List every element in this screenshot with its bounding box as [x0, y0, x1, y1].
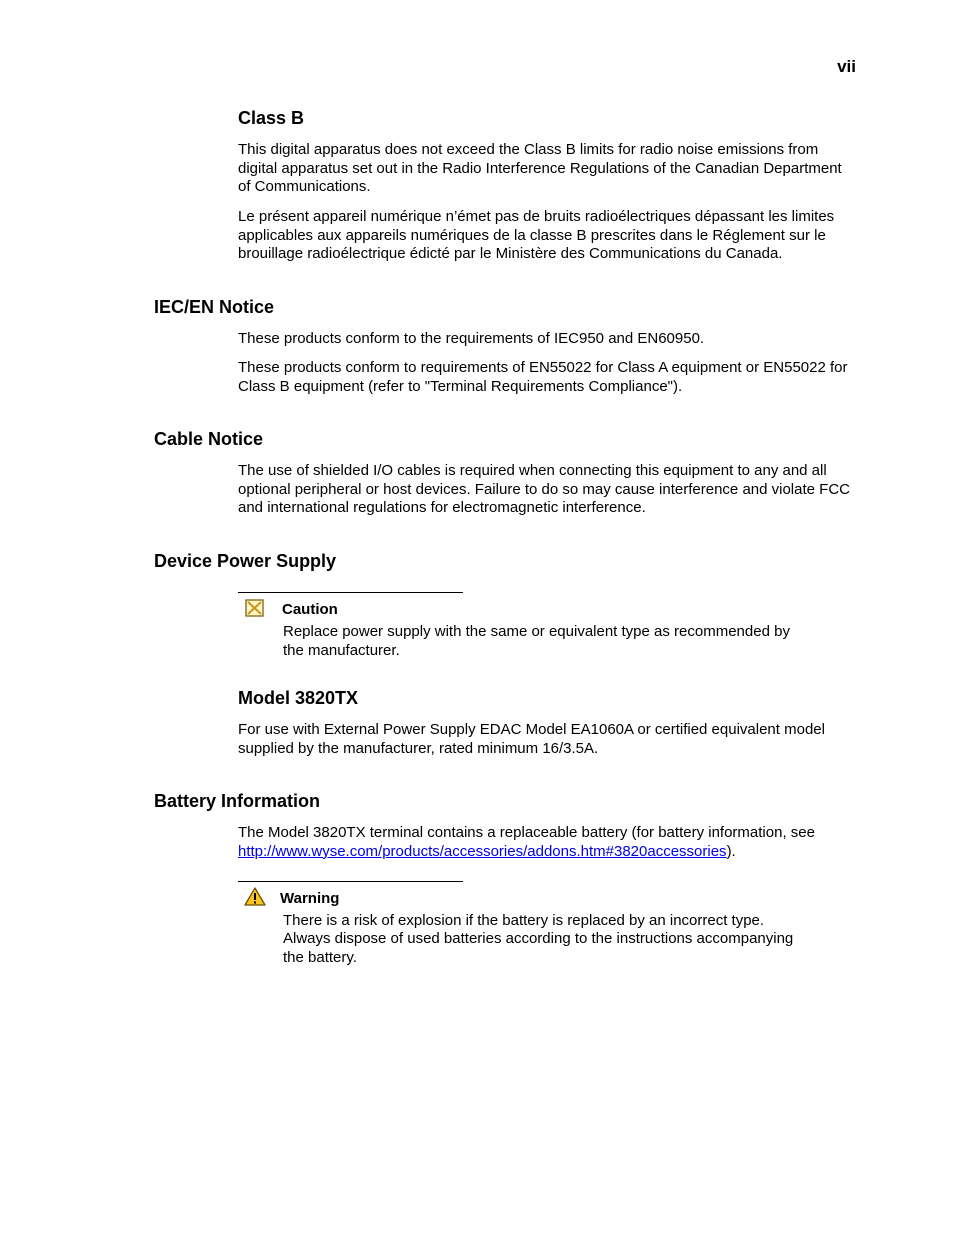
battery-paragraph — [238, 824, 858, 861]
warning-rule — [238, 881, 463, 882]
model-heading: Model 3820TX — [238, 688, 359, 708]
iec-en-heading: IEC/EN Notice — [154, 297, 275, 317]
caution-line-2: the manufacturer. — [283, 642, 400, 659]
caution-rule — [238, 592, 463, 593]
class-b-heading: Class B — [238, 108, 305, 128]
warning-line-1: There is a risk of explosion if the battery is replaced by an incorrect type. — [283, 912, 765, 929]
warning-icon — [244, 887, 266, 911]
model-paragraph: For use with External Power Supply EDAC Model EA1060A or certified equivalent model supplied by the manufacturer, rated minimum 16/3.5A. — [238, 721, 825, 757]
iec-en-paragraph-1: These products conform to the requirements of IEC950 and EN60950. — [238, 330, 705, 347]
caution-line-1: Replace power supply with the same or equivalent type as recommended by — [283, 623, 790, 640]
caution-title: Caution — [282, 601, 338, 618]
cable-heading: Cable Notice — [154, 429, 264, 449]
page-number: vii — [837, 57, 856, 76]
warning-line-3: the battery. — [283, 949, 357, 966]
battery-heading: Battery Information — [154, 791, 321, 811]
battery-paragraph-prefix: The Model 3820TX terminal contains a replaceable battery (for battery information, see — [238, 824, 815, 841]
caution-icon — [245, 599, 264, 622]
class-b-paragraph-1: This digital apparatus does not exceed the Class B limits for radio noise emissions from digital apparatus set out in the Radio Interference Regulations of the Canadian Department of Communications. — [238, 141, 842, 196]
battery-paragraph-suffix: ). — [726, 842, 736, 860]
iec-en-paragraph-2: These products conform to requirements of EN55022 for Class A equipment or EN55022 for Class B equipment (refer to "Terminal Requirements Compliance"). — [238, 359, 848, 395]
battery-accessories-link[interactable]: http://www.wyse.com/products/accessories/addons.htm#3820accessories — [238, 842, 727, 860]
warning-title: Warning — [280, 890, 340, 907]
power-heading: Device Power Supply — [154, 551, 337, 571]
cable-paragraph: The use of shielded I/O cables is required when connecting this equipment to any and all optional peripheral or host devices. Failure to do so may cause interference and violate FCC and international regulations for electromagnetic interference. — [238, 462, 850, 517]
class-b-paragraph-2: Le présent appareil numérique n’émet pas de bruits radioélectriques dépassant les limites applicables aux appareils numériques de la classe B prescrites dans le Réglement sur le brouillage radioélectrique édicté par le Ministère des Communications du Canada. — [238, 208, 835, 263]
warning-line-2: Always dispose of used batteries according to the instructions accompanying — [283, 930, 794, 947]
